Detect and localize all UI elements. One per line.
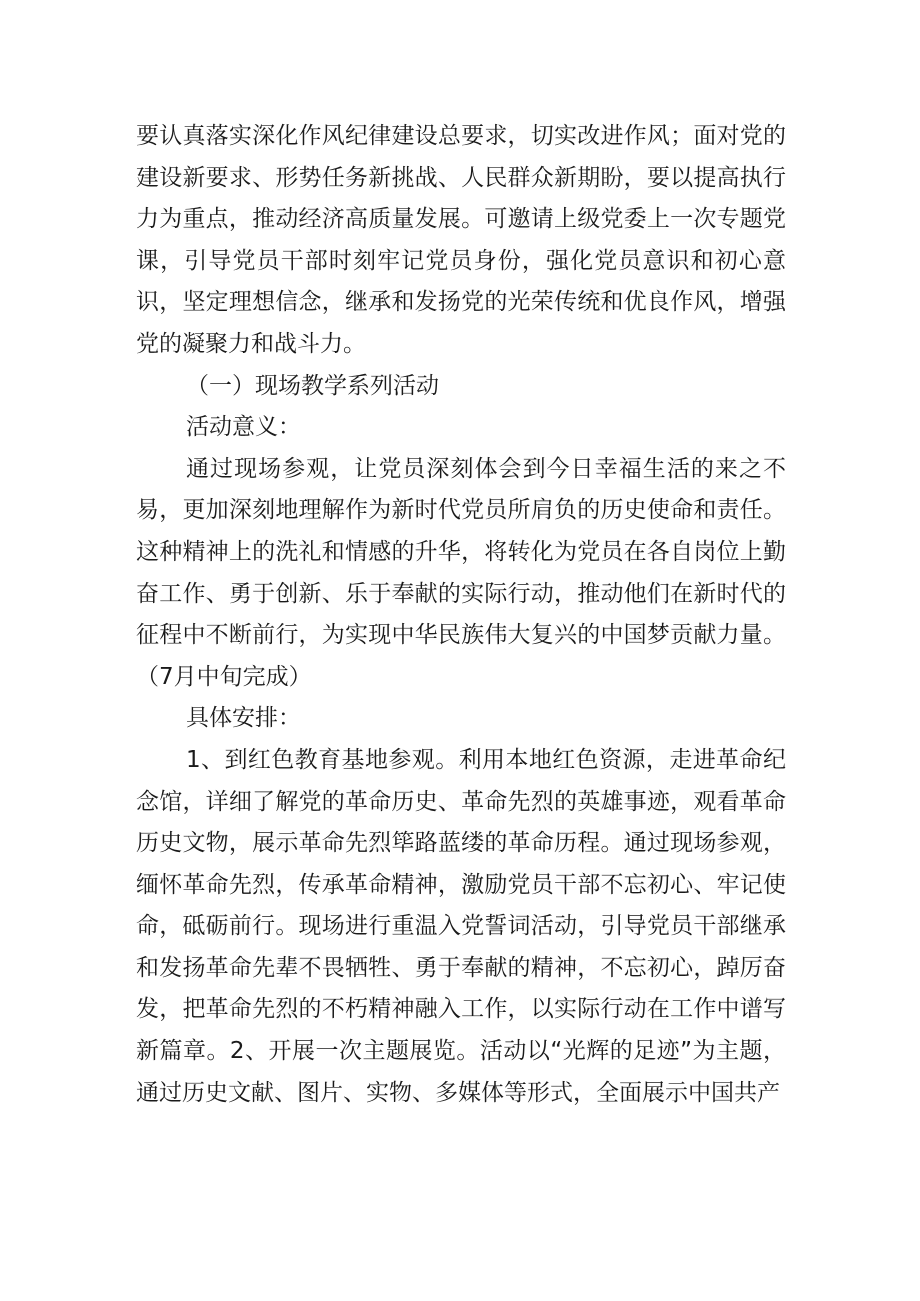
body-paragraph-1: 要认真落实深化作风纪律建设总要求，切实改进作风；面对党的建设新要求、形势任务新挑战、人民群众新期盼，要以提高执行力为重点，推动经济高质量发展。可邀请上级党委上一次专题党课，引导党员干部时刻牢记党员身份，强化党员意识和初心意识，坚定理想信念，继承和发扬党的光荣传统和优良作风，增强党的凝聚力和战斗力。: [136, 123, 786, 357]
document-body: [136, 116, 786, 1114]
body-paragraph-4: 具体安排：: [186, 705, 301, 732]
body-paragraph-3: 通过现场参观，让党员深刻体会到今日幸福生活的来之不易，更加深刻地理解作为新时代党员所肩负的历史使命和责任。这种精神上的洗礼和情感的升华，将转化为党员在各自岗位上勤奋工作、勇于创新、乐于奉献的实际行动，推动他们在新时代的征程中不断前行，为实现中华民族伟大复兴的中国梦贡献力量。（7月中旬完成）: [136, 455, 786, 690]
section-heading: （一）现场教学系列活动: [186, 372, 439, 399]
body-paragraph-5: 1、到红色教育基地参观。利用本地红色资源，走进革命纪念馆，详细了解党的革命历史、革命先烈的英雄事迹，观看革命历史文物，展示革命先烈筚路蓝缕的革命历程。通过现场参观，缅怀革命先烈，传承革命精神，激励党员干部不忘初心、牢记使命，砥砺前行。现场进行重温入党誓词活动，引导党员干部继承和发扬革命先辈不畏牺牲、勇于奉献的精神，不忘初心，踔厉奋发，把革命先烈的不朽精神融入工作，以实际行动在工作中谱写新篇章。2、开展一次主题展览。活动以“光辉的足迹”为主题，通过历史文献、图片、实物、多媒体等形式，全面展示中国共产: [136, 746, 786, 1106]
body-paragraph-2: 活动意义：: [186, 414, 301, 441]
